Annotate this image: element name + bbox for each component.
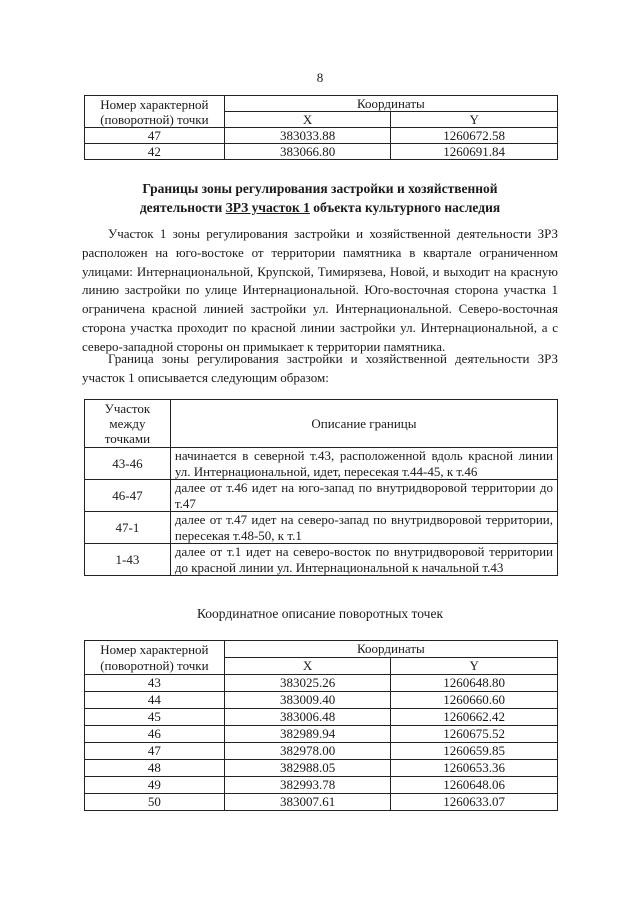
cell-x: 383025.26 (224, 675, 391, 692)
table-row (85, 144, 558, 160)
cell-point: 47 (85, 128, 225, 144)
coordinates-table-top (84, 95, 558, 160)
table-row (85, 777, 558, 794)
heading-line-2 (60, 198, 580, 217)
cell-y: 1260648.80 (391, 675, 558, 692)
cell-point: 45 (85, 709, 225, 726)
table-row (85, 675, 558, 692)
cell-x: 382989.94 (224, 726, 391, 743)
cell-x: 383033.88 (224, 128, 391, 144)
cell-section: 47-1 (85, 512, 171, 544)
cell-y: 1260660.60 (391, 692, 558, 709)
cell-point: 44 (85, 692, 225, 709)
table-row (85, 726, 558, 743)
cell-section: 46-47 (85, 480, 171, 512)
header-section: Участок между точками (85, 400, 171, 448)
cell-description: далее от т.1 идет на северо-восток по внутридворовой территории до красной линии ул. Интернациональной к начальной т.43 (170, 544, 557, 576)
heading-text: объекта культурного наследия (309, 200, 501, 215)
cell-point: 48 (85, 760, 225, 777)
cell-y: 1260648.06 (391, 777, 558, 794)
cell-y: 1260691.84 (391, 144, 558, 160)
coordinates-table (84, 640, 558, 811)
header-point: Номер характерной (поворотной) точки (85, 641, 225, 675)
heading-line-1: Границы зоны регулирования застройки и хозяйственной (142, 181, 498, 196)
cell-section: 43-46 (85, 448, 171, 480)
cell-y: 1260662.42 (391, 709, 558, 726)
cell-x: 383066.80 (224, 144, 391, 160)
table-row (85, 794, 558, 811)
table-row (85, 448, 558, 480)
cell-description: далее от т.47 идет на северо-запад по внутридворовой территории, пересекая т.48-50, к т.1 (170, 512, 557, 544)
cell-x: 382988.05 (224, 760, 391, 777)
cell-y: 1260653.36 (391, 760, 558, 777)
boundary-description-table (84, 399, 558, 576)
cell-x: 382993.78 (224, 777, 391, 794)
heading-zone-name: ЗРЗ участок 1 (225, 200, 310, 215)
cell-point: 46 (85, 726, 225, 743)
cell-x: 383009.40 (224, 692, 391, 709)
header-y: Y (391, 112, 558, 128)
header-description: Описание границы (170, 400, 557, 448)
table-row (85, 743, 558, 760)
cell-y: 1260672.58 (391, 128, 558, 144)
paragraph-intro: Граница зоны регулирования застройки и хозяйственной деятельности ЗРЗ участок 1 описывается следующим образом: (82, 351, 558, 385)
header-point: Номер характерной (поворотной) точки (85, 96, 225, 128)
cell-section: 1-43 (85, 544, 171, 576)
table-row (85, 544, 558, 576)
cell-point: 49 (85, 777, 225, 794)
cell-point: 50 (85, 794, 225, 811)
header-x: X (224, 658, 391, 675)
section-heading (60, 179, 580, 217)
table-row (85, 760, 558, 777)
paragraph-description: Участок 1 зоны регулирования застройки и хозяйственной деятельности ЗРЗ расположен на юго-востоке от территории памятника в квартале ограниченном улицами: Интернациональной, Крупской, Тимирязева, Новой, и выходит на красную линию застройки по улице Интернациональной. Юго-восточная сторона участка 1 ограничена красной линией застройки ул. Интернациональной. Северо-восточная сторона участка проходит по красной линии застройки ул. Интернациональной, а с северо-западной стороны он примыкает к территории памятника. (82, 226, 558, 354)
cell-y: 1260675.52 (391, 726, 558, 743)
table-row (85, 692, 558, 709)
table-row (85, 480, 558, 512)
table-row (85, 128, 558, 144)
coordinates-subtitle: Координатное описание поворотных точек (196, 606, 444, 621)
page-number: 8 (316, 70, 324, 85)
cell-description: начинается в северной т.43, расположенной вдоль красной линии ул. Интернациональной, идет, пересекая т.44-45, к т.46 (170, 448, 557, 480)
cell-x: 383006.48 (224, 709, 391, 726)
cell-description: далее от т.46 идет на юго-запад по внутридворовой территории до т.47 (170, 480, 557, 512)
cell-point: 47 (85, 743, 225, 760)
table-row (85, 709, 558, 726)
cell-x: 383007.61 (224, 794, 391, 811)
header-x: X (224, 112, 391, 128)
cell-x: 382978.00 (224, 743, 391, 760)
heading-text: деятельности (139, 200, 226, 215)
header-coordinates: Координаты (224, 96, 557, 112)
header-y: Y (391, 658, 558, 675)
cell-point: 43 (85, 675, 225, 692)
cell-y: 1260659.85 (391, 743, 558, 760)
cell-y: 1260633.07 (391, 794, 558, 811)
header-coordinates: Координаты (224, 641, 557, 658)
cell-point: 42 (85, 144, 225, 160)
table-row (85, 512, 558, 544)
